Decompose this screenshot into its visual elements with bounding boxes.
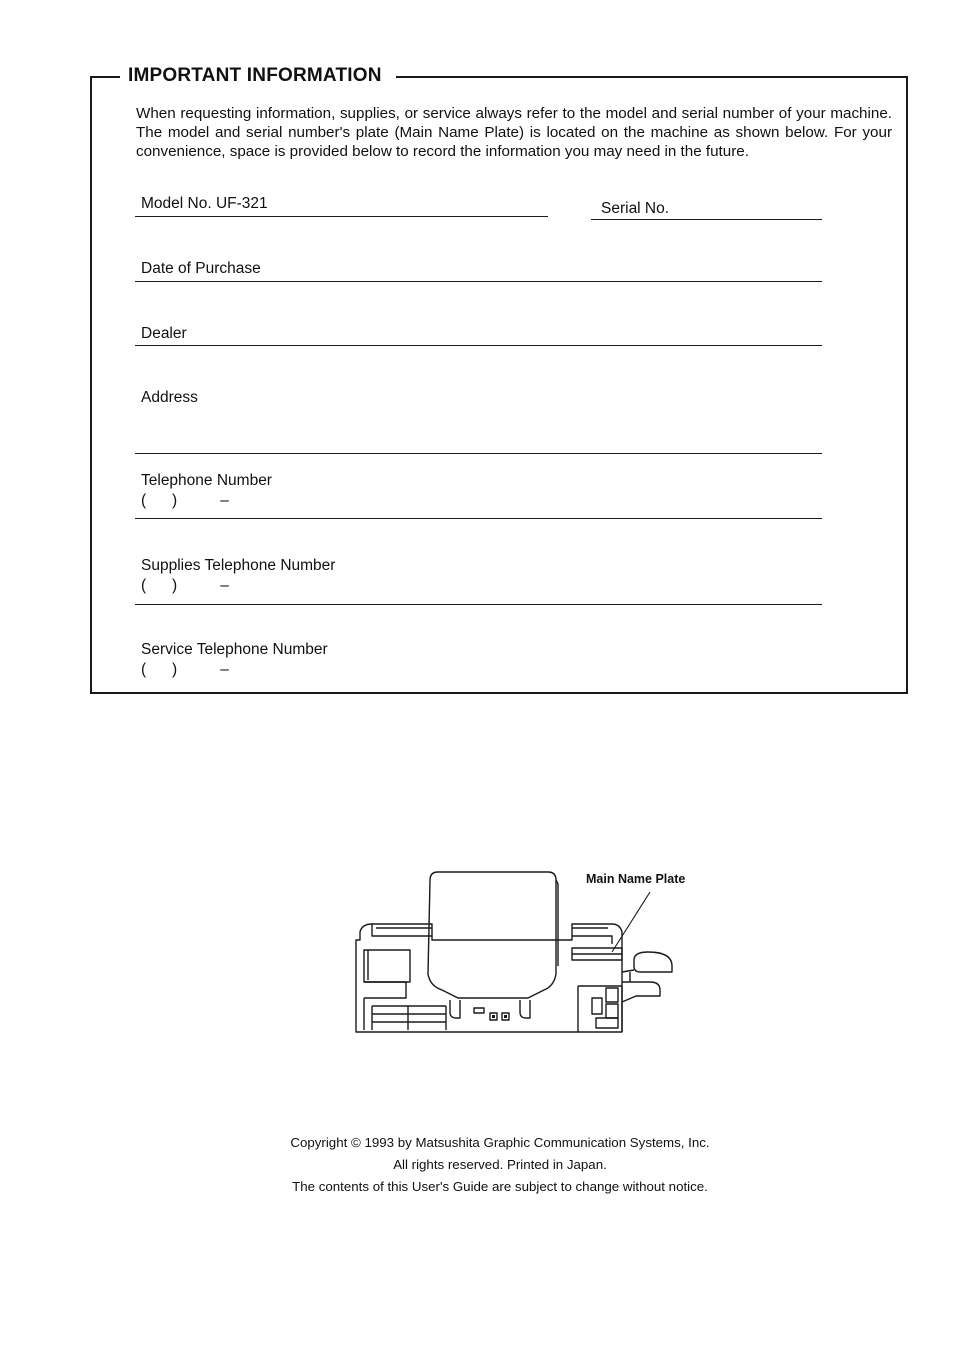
notice-line: The contents of this User's Guide are subject to change without notice.: [292, 1179, 708, 1194]
telephone-format: ( ) –: [141, 492, 229, 509]
supplies-telephone-line: [135, 604, 822, 605]
address-line: [135, 453, 822, 454]
main-name-plate-callout: Main Name Plate: [586, 872, 686, 886]
callout-line: [612, 892, 650, 952]
machine-body-outline: [356, 924, 622, 1032]
model-number-line: [135, 216, 548, 217]
address-label: Address: [141, 389, 198, 406]
fax-machine-illustration: [350, 862, 690, 1042]
rights-line: All rights reserved. Printed in Japan.: [393, 1157, 607, 1172]
supplies-telephone-format: ( ) –: [141, 577, 229, 594]
date-of-purchase-label: Date of Purchase: [141, 260, 261, 277]
handset: [634, 952, 672, 972]
paper-cover: [428, 872, 556, 998]
model-number-label: Model No. UF-321: [141, 195, 268, 212]
telephone-line: [135, 518, 822, 519]
intro-text: When requesting information, supplies, or service always refer to the model and serial number of your machine. The model and serial number's plate (Main Name Plate) is located on the machine as shown below. For your convenience, space is provided below to record the information you may need in the future.: [136, 105, 892, 160]
dealer-label: Dealer: [141, 325, 187, 342]
service-telephone-format: ( ) –: [141, 661, 229, 678]
service-telephone-label: Service Telephone Number: [141, 641, 328, 658]
date-of-purchase-line: [135, 281, 822, 282]
supplies-telephone-label: Supplies Telephone Number: [141, 557, 336, 574]
dealer-line: [135, 345, 822, 346]
intro-paragraph: [136, 104, 892, 161]
section-title: IMPORTANT INFORMATION: [120, 64, 396, 88]
serial-number-label: Serial No.: [601, 200, 670, 217]
telephone-label: Telephone Number: [141, 472, 272, 489]
copyright-block: [200, 1132, 800, 1198]
copyright-line: Copyright © 1993 by Matsushita Graphic Communication Systems, Inc.: [290, 1135, 710, 1150]
serial-number-line: [591, 219, 822, 220]
important-information-box: [90, 76, 908, 694]
